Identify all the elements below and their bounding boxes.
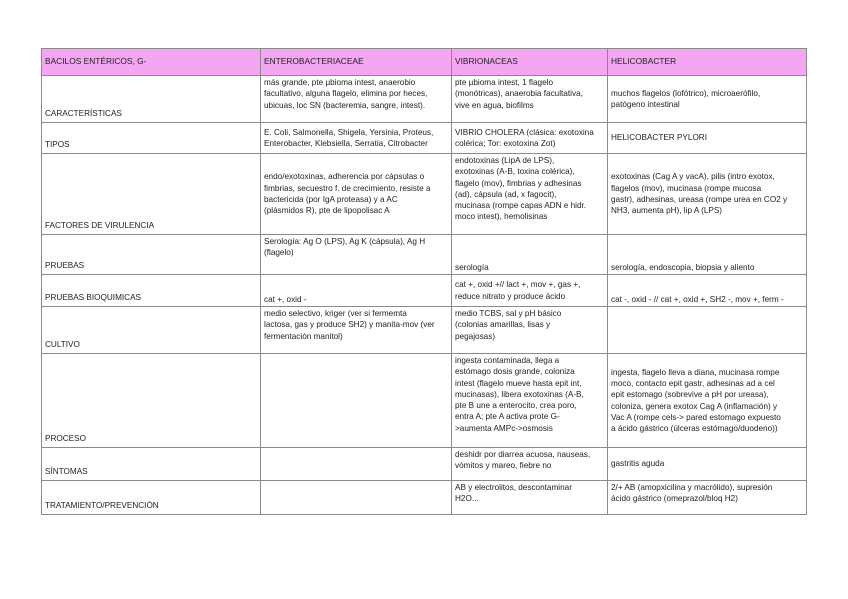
table-row: [42, 448, 807, 481]
table-row: [42, 154, 807, 235]
row-label: PROCESO: [42, 354, 261, 448]
header-cell: HELICOBACTER: [608, 49, 807, 76]
table-cell: muchos flagelos (lofótrico), microaerófilo, patógeno intestinal: [608, 76, 807, 123]
table-cell: [261, 354, 452, 448]
table-cell: gastritis aguda: [608, 448, 807, 481]
table-cell: endo/exotoxinas, adherencia por cápsulas o fimbrias, secuestro f. de crecimiento, resiste a bactericida (por IgA proteasa) y a AC (plásmidos R), pte de lipopolisac A: [261, 154, 452, 235]
table-cell: endotoxinas (LipA de LPS), exotoxinas (A-B, toxina colérica), flagelo (mov), fimbrias y adhesinas (ad), cápsula (ad, x fagocit), mucinasa (rompe capas ADN e hidr. moco intest), hemolisinas: [452, 154, 608, 235]
table-cell: cat -, oxid - // cat +, oxid +, SH2 -, mov +, ferm -: [608, 275, 807, 307]
table-cell: exotoxinas (Cag A y vacA), pilis (intro exotox, flagelos (mov), mucinasa (rompe mucosa gastr), adhesinas, ureasa (rompe urea en CO2 y NH3, aumenta pH), lip A (LPS): [608, 154, 807, 235]
row-label: PRUEBAS BIOQUIMICAS: [42, 275, 261, 307]
table-row: [42, 76, 807, 123]
header-cell: ENTEROBACTERIACEAE: [261, 49, 452, 76]
table-row: [42, 275, 807, 307]
row-label: FACTORES DE VIRULENCIA: [42, 154, 261, 235]
table-cell: [261, 481, 452, 515]
table-cell: pte µbioma intest, 1 flagelo (monótricas), anaerobia facultativa, vive en agua, biofilms: [452, 76, 608, 123]
header-cell: BACILOS ENTÉRICOS, G-: [42, 49, 261, 76]
table-cell: 2/+ AB (amopxicilina y macrólido), supresión ácido gástrico (omeprazol/bloq H2): [608, 481, 807, 515]
table-cell: deshidr por diarrea acuosa, nauseas, vómitos y mareo, fiebre no: [452, 448, 608, 481]
row-label: SÍNTOMAS: [42, 448, 261, 481]
table-row: [42, 354, 807, 448]
header-row: [42, 49, 807, 76]
row-label: TRATAMIENTO/PREVENCIÓN: [42, 481, 261, 515]
table-row: [42, 307, 807, 354]
table-cell: más grande, pte µbioma intest, anaerobio facultativo, alguna flagelo, elimina por heces, ubicuas, loc SN (bacteremia, sangre, intest).: [261, 76, 452, 123]
table-cell: medio selectivo, kriger (ver si fermemta lactosa, gas y produce SH2) y manita-mov (ver fermentación manitol): [261, 307, 452, 354]
table-cell: Serología: Ag O (LPS), Ag K (cápsula), Ag H (flagelo): [261, 235, 452, 275]
table-cell: cat +, oxid -: [261, 275, 452, 307]
row-label: TIPOS: [42, 123, 261, 154]
table-cell: medio TCBS, sal y pH básico (colonias amarillas, lisas y pegajosas): [452, 307, 608, 354]
table-cell: [261, 448, 452, 481]
table-cell: ingesta, flagelo lleva a diana, mucinasa rompe moco, contacto epit gastr, adhesinas ad a cel epit estomago (sobrevive a pH por ureasa), coloniza, genera exotox Cag A (inflamación) y Vac A (rompe cels-> pared estomago expuesto a ácido gástrico (úlceras estómago/duodeno)): [608, 354, 807, 448]
table-cell: serología, endoscopia, biopsia y aliento: [608, 235, 807, 275]
table-row: [42, 123, 807, 154]
table-cell: AB y electrolitos, descontaminar H2O...: [452, 481, 608, 515]
row-label: PRUEBAS: [42, 235, 261, 275]
table-cell: HELICOBACTER PYLORI: [608, 123, 807, 154]
table-cell: serología: [452, 235, 608, 275]
table-cell: ingesta contaminada, llega a estómago dosis grande, coloniza intest (flagelo mueve hasta epit int, mucinasas), libera exotoxinas (A-B, pte B une a enterocito, crea poro, entra A; pte A activa prote G- >aumenta AMPc->osmosis: [452, 354, 608, 448]
header-cell: VIBRIONACEAS: [452, 49, 608, 76]
table-cell: cat +, oxid +// lact +, mov +, gas +, reduce nitrato y produce ácido: [452, 275, 608, 307]
table-row: [42, 481, 807, 515]
row-label: CULTIVO: [42, 307, 261, 354]
table-row: [42, 235, 807, 275]
table-cell: VIBRIO CHOLERA (clásica: exotoxina colérica; Tor: exotoxina Zot): [452, 123, 608, 154]
row-label: CARACTERÍSTICAS: [42, 76, 261, 123]
bacteria-table: [41, 48, 807, 515]
table-cell: [608, 307, 807, 354]
table-cell: E. Coli, Salmonella, Shigela, Yersinia, Proteus, Enterobacter, Klebsiella, Serratia, Citrobacter: [261, 123, 452, 154]
